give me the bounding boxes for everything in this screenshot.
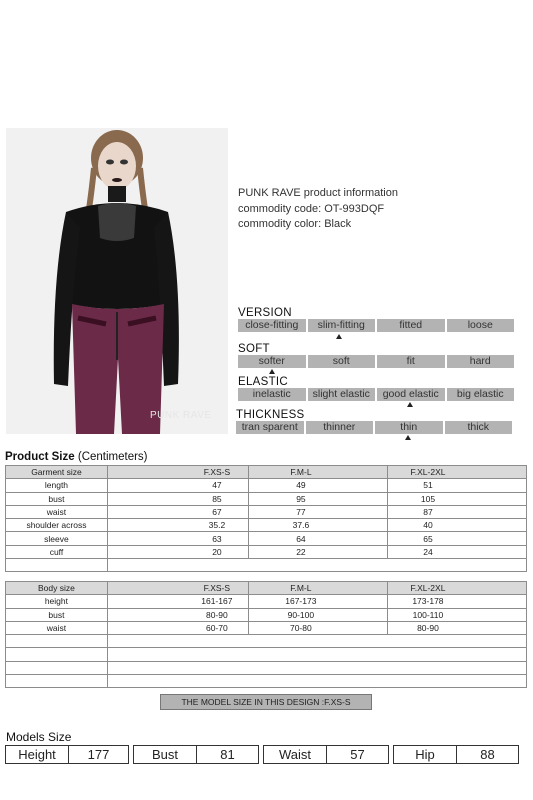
garment-size-table	[5, 465, 527, 572]
product-size-unit: (Centimeters)	[77, 451, 148, 463]
model-value-height: 177	[69, 745, 129, 764]
product-size-title: Product Size	[5, 451, 75, 463]
scale-option: inelastic	[238, 388, 306, 401]
models-size-row	[5, 745, 527, 764]
model-illustration	[6, 128, 228, 434]
commodity-code: commodity code: OT-993DQF	[238, 202, 385, 215]
model-label-waist: Waist	[263, 745, 327, 764]
table-row: waist 60-70 70-80 80-90	[6, 621, 527, 634]
header-cell: Garment size	[6, 466, 108, 479]
product-info-line: PUNK RAVE product information	[238, 187, 398, 199]
scale-option: thick	[445, 421, 513, 434]
scale-option: loose	[447, 319, 515, 332]
table-row: height 161-167 167-173 173-178	[6, 595, 527, 608]
header-cell: F.XS-S	[107, 582, 248, 595]
scale-option: soft	[308, 355, 376, 368]
scale-option: thin	[375, 421, 443, 434]
table-row	[6, 635, 527, 648]
version-title: VERSION	[238, 307, 292, 319]
table-row	[6, 661, 527, 674]
body-size-table	[5, 581, 527, 688]
table-row: bust 85 95 105	[6, 492, 527, 505]
thickness-title: THICKNESS	[236, 409, 305, 421]
commodity-color: commodity color: Black	[238, 218, 352, 230]
table-row: sleeve 63 64 65	[6, 532, 527, 545]
model-label-hip: Hip	[393, 745, 457, 764]
product-photo	[6, 128, 228, 434]
model-value-waist: 57	[327, 745, 389, 764]
header-cell: F.XL-2XL	[387, 466, 526, 479]
table-header-row	[6, 582, 527, 595]
model-label-bust: Bust	[133, 745, 197, 764]
thickness-scale	[236, 421, 512, 434]
scale-option: big elastic	[447, 388, 515, 401]
model-value-hip: 88	[457, 745, 519, 764]
model-size-note: THE MODEL SIZE IN THIS DESIGN :F.XS-S	[160, 694, 372, 710]
table-row: shoulder across 35.2 37.6 40	[6, 519, 527, 532]
header-cell: F.XL-2XL	[387, 582, 526, 595]
scale-option: close-fitting	[238, 319, 306, 332]
scale-option: slight elastic	[308, 388, 376, 401]
table-header-row	[6, 466, 527, 479]
scale-option: slim-fitting	[308, 319, 376, 332]
header-cell: F.M-L	[248, 582, 387, 595]
version-scale	[238, 319, 514, 332]
watermark-text: PUNK RAVE	[150, 410, 212, 421]
header-cell: F.M-L	[248, 466, 387, 479]
header-cell: Body size	[6, 582, 108, 595]
scale-option: tran sparent	[236, 421, 304, 434]
elastic-scale	[238, 388, 514, 401]
models-size-title: Models Size	[6, 730, 72, 744]
model-label-height: Height	[5, 745, 69, 764]
model-value-bust: 81	[197, 745, 259, 764]
thickness-marker-icon	[405, 435, 411, 440]
header-cell: F.XS-S	[107, 466, 248, 479]
product-size-heading	[5, 451, 148, 463]
elastic-title: ELASTIC	[238, 376, 289, 388]
scale-option: fit	[377, 355, 445, 368]
soft-title: SOFT	[238, 343, 270, 355]
scale-option: hard	[447, 355, 515, 368]
table-row: cuff 20 22 24	[6, 545, 527, 558]
product-info	[238, 186, 398, 233]
table-row: length 47 49 51	[6, 479, 527, 492]
table-row	[6, 559, 527, 572]
table-row	[6, 675, 527, 688]
table-row: bust 80-90 90-100 100-110	[6, 608, 527, 621]
soft-scale	[238, 355, 514, 368]
scale-option: fitted	[377, 319, 445, 332]
scale-option: thinner	[306, 421, 374, 434]
table-row	[6, 648, 527, 661]
table-row: waist 67 77 87	[6, 505, 527, 518]
scale-option: good elastic	[377, 388, 445, 401]
version-marker-icon	[336, 334, 342, 339]
scale-option: softer	[238, 355, 306, 368]
elastic-marker-icon	[407, 402, 413, 407]
soft-marker-icon	[269, 369, 275, 374]
